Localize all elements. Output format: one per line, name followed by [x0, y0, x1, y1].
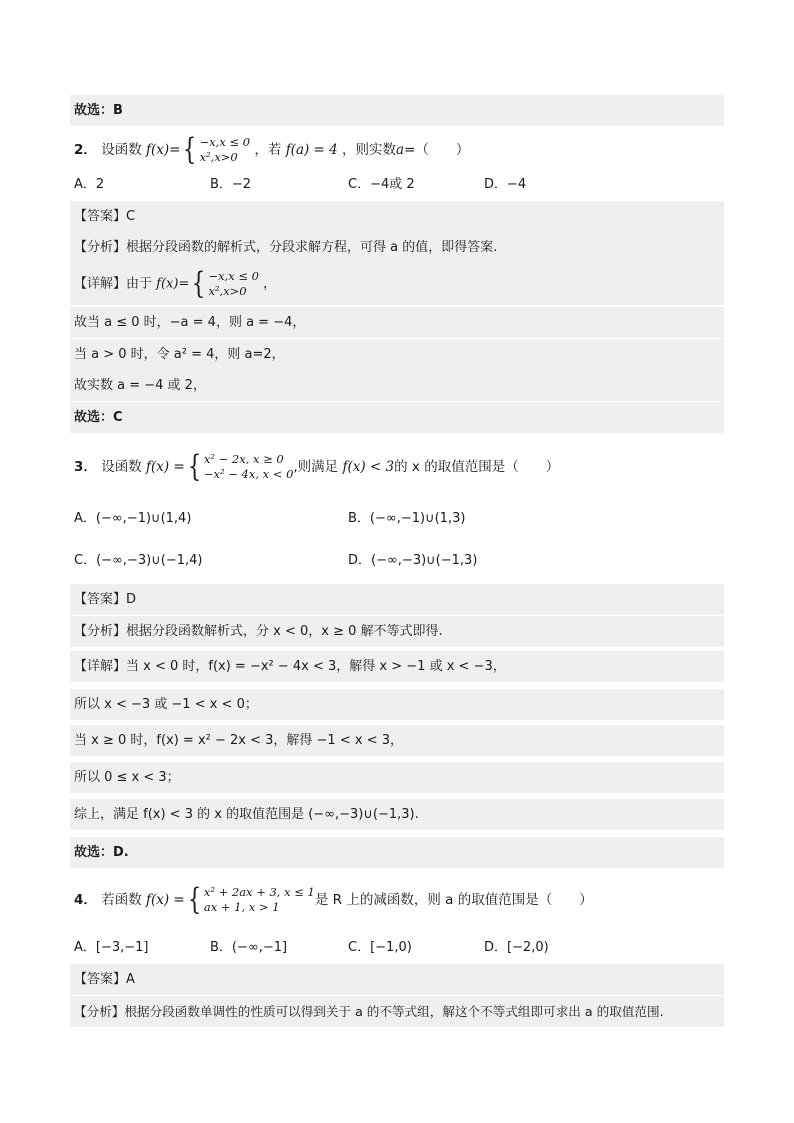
question-text: 若函数	[101, 892, 142, 908]
options-q4	[70, 932, 724, 963]
question-4	[70, 879, 724, 921]
detail-line	[70, 689, 724, 720]
question-text: 的 x 的取值范围是（ ）	[394, 459, 560, 475]
option-a: A．[−3,−1]	[74, 940, 149, 955]
question-3	[70, 445, 724, 489]
detail-text: 故实数 a = −4 或 2，	[74, 378, 206, 393]
detail-text: 当 a > 0 时，令 a² = 4，则 a=2，	[74, 347, 285, 362]
answer-text: 【答案】A	[74, 972, 135, 987]
question-text: ,则满足	[293, 459, 339, 475]
answer-text: 【答案】C	[74, 209, 136, 224]
detail-line	[70, 799, 724, 830]
option-c: C．−4或 2	[348, 177, 415, 192]
option-d: D．(−∞,−3)∪(−1,3)	[348, 553, 478, 568]
answer-4	[70, 964, 724, 995]
analysis-text: 【分析】根据分段函数解析式，分 x < 0，x ≥ 0 解不等式即得.	[74, 624, 443, 639]
detail-text: 故选：D.	[74, 845, 129, 860]
detail-text: 【详解】当 x < 0 时，f(x) = −x² − 4x < 3，解得 x > −1 或 x < −3，	[74, 659, 506, 674]
detail-line	[70, 370, 724, 401]
function-name: f(x)=	[156, 276, 190, 292]
option-c: C．[−1,0)	[348, 940, 412, 955]
function-name: f(x)=	[146, 142, 181, 158]
answer-choice-line	[70, 95, 724, 126]
question-text: ，若	[254, 142, 282, 158]
detail-text: 故当 a ≤ 0 时，−a = 4，则 a = −4，	[74, 315, 306, 330]
question-text: ，则实数	[342, 142, 397, 158]
question-2	[70, 131, 724, 169]
option-a: A．(−∞,−1)∪(1,4)	[74, 511, 192, 526]
option-a: A．2	[74, 177, 105, 192]
case-2: ax + 1, x > 1	[203, 900, 280, 914]
case-1: −x,x ≤ 0	[208, 268, 259, 283]
case-1: x² − 2x, x ≥ 0	[203, 452, 284, 466]
options-q3-row2	[70, 545, 724, 576]
case-1: −x,x ≤ 0	[199, 135, 251, 149]
case-1: x² + 2ax + 3, x ≤ 1	[203, 885, 315, 899]
detail-text: 所以 0 ≤ x < 3；	[74, 770, 180, 785]
detail-label: 【详解】由于	[74, 276, 153, 292]
question-text: 是 R 上的减函数，则 a 的取值范围是（ ）	[314, 892, 593, 908]
function-name: f(x) =	[146, 892, 185, 908]
option-d: D．−4	[484, 177, 527, 192]
case-2: −x² − 4x, x < 0	[203, 467, 294, 481]
case-2: x²,x>0	[199, 150, 238, 164]
question-number: 2．	[74, 142, 97, 158]
condition: f(a) = 4	[285, 142, 338, 158]
analysis-2	[70, 232, 724, 263]
detail-line	[70, 307, 724, 338]
question-text: 设函数	[101, 459, 142, 475]
condition: f(x) < 3	[342, 459, 395, 475]
detail-text: 故选：C	[74, 410, 123, 425]
analysis-text: 【分析】根据分段函数单调性的性质可以得到关于 a 的不等式组，解这个不等式组即可求出 a 的取值范围.	[74, 1004, 664, 1019]
option-c: C．(−∞,−3)∪(−1,4)	[74, 553, 203, 568]
analysis-4	[70, 996, 724, 1027]
analysis-3	[70, 616, 724, 647]
option-b: B．(−∞,−1)∪(1,3)	[348, 511, 466, 526]
detail-line	[70, 837, 724, 868]
question-number: 3．	[74, 459, 97, 475]
punctuation: ，	[263, 276, 277, 292]
detail-line	[70, 725, 724, 756]
piecewise-definition: { −x,x ≤ 0 x²,x>0	[183, 132, 251, 167]
options-q3-row1	[70, 503, 724, 534]
answer-3	[70, 584, 724, 615]
detail-text: 所以 x < −3 或 −1 < x < 0；	[74, 697, 258, 712]
question-text: =（ ）	[404, 142, 470, 158]
piecewise-definition: { x² + 2ax + 3, x ≤ 1 ax + 1, x > 1	[187, 882, 315, 917]
detail-line	[70, 339, 724, 370]
analysis-text: 【分析】根据分段函数的解析式，分段求解方程，可得 a 的值，即得答案.	[74, 240, 498, 255]
detail-line	[70, 402, 724, 433]
answer-2	[70, 201, 724, 232]
piecewise-definition: { x² − 2x, x ≥ 0 −x² − 4x, x < 0	[187, 449, 294, 484]
detail-text: 综上，满足 f(x) < 3 的 x 的取值范围是 (−∞,−3)∪(−1,3).	[74, 807, 419, 822]
function-name: f(x) =	[146, 459, 185, 475]
choice-text: 故选：B	[74, 103, 123, 118]
case-2: x²,x>0	[208, 283, 247, 298]
option-b: B．(−∞,−1]	[210, 940, 288, 955]
option-d: D．[−2,0)	[484, 940, 549, 955]
detail-line	[70, 762, 724, 793]
question-number: 4．	[74, 892, 97, 908]
detail-text: 当 x ≥ 0 时，f(x) = x² − 2x < 3，解得 −1 < x < 3，	[74, 733, 403, 748]
option-b: B．−2	[210, 177, 252, 192]
piecewise-definition: { −x,x ≤ 0 x²,x>0	[192, 265, 259, 301]
detail-line	[70, 651, 724, 682]
variable: a	[396, 142, 405, 158]
question-text: 设函数	[101, 142, 142, 158]
answer-text: 【答案】D	[74, 592, 137, 607]
detail-2	[70, 263, 724, 305]
options-q2	[70, 171, 724, 199]
